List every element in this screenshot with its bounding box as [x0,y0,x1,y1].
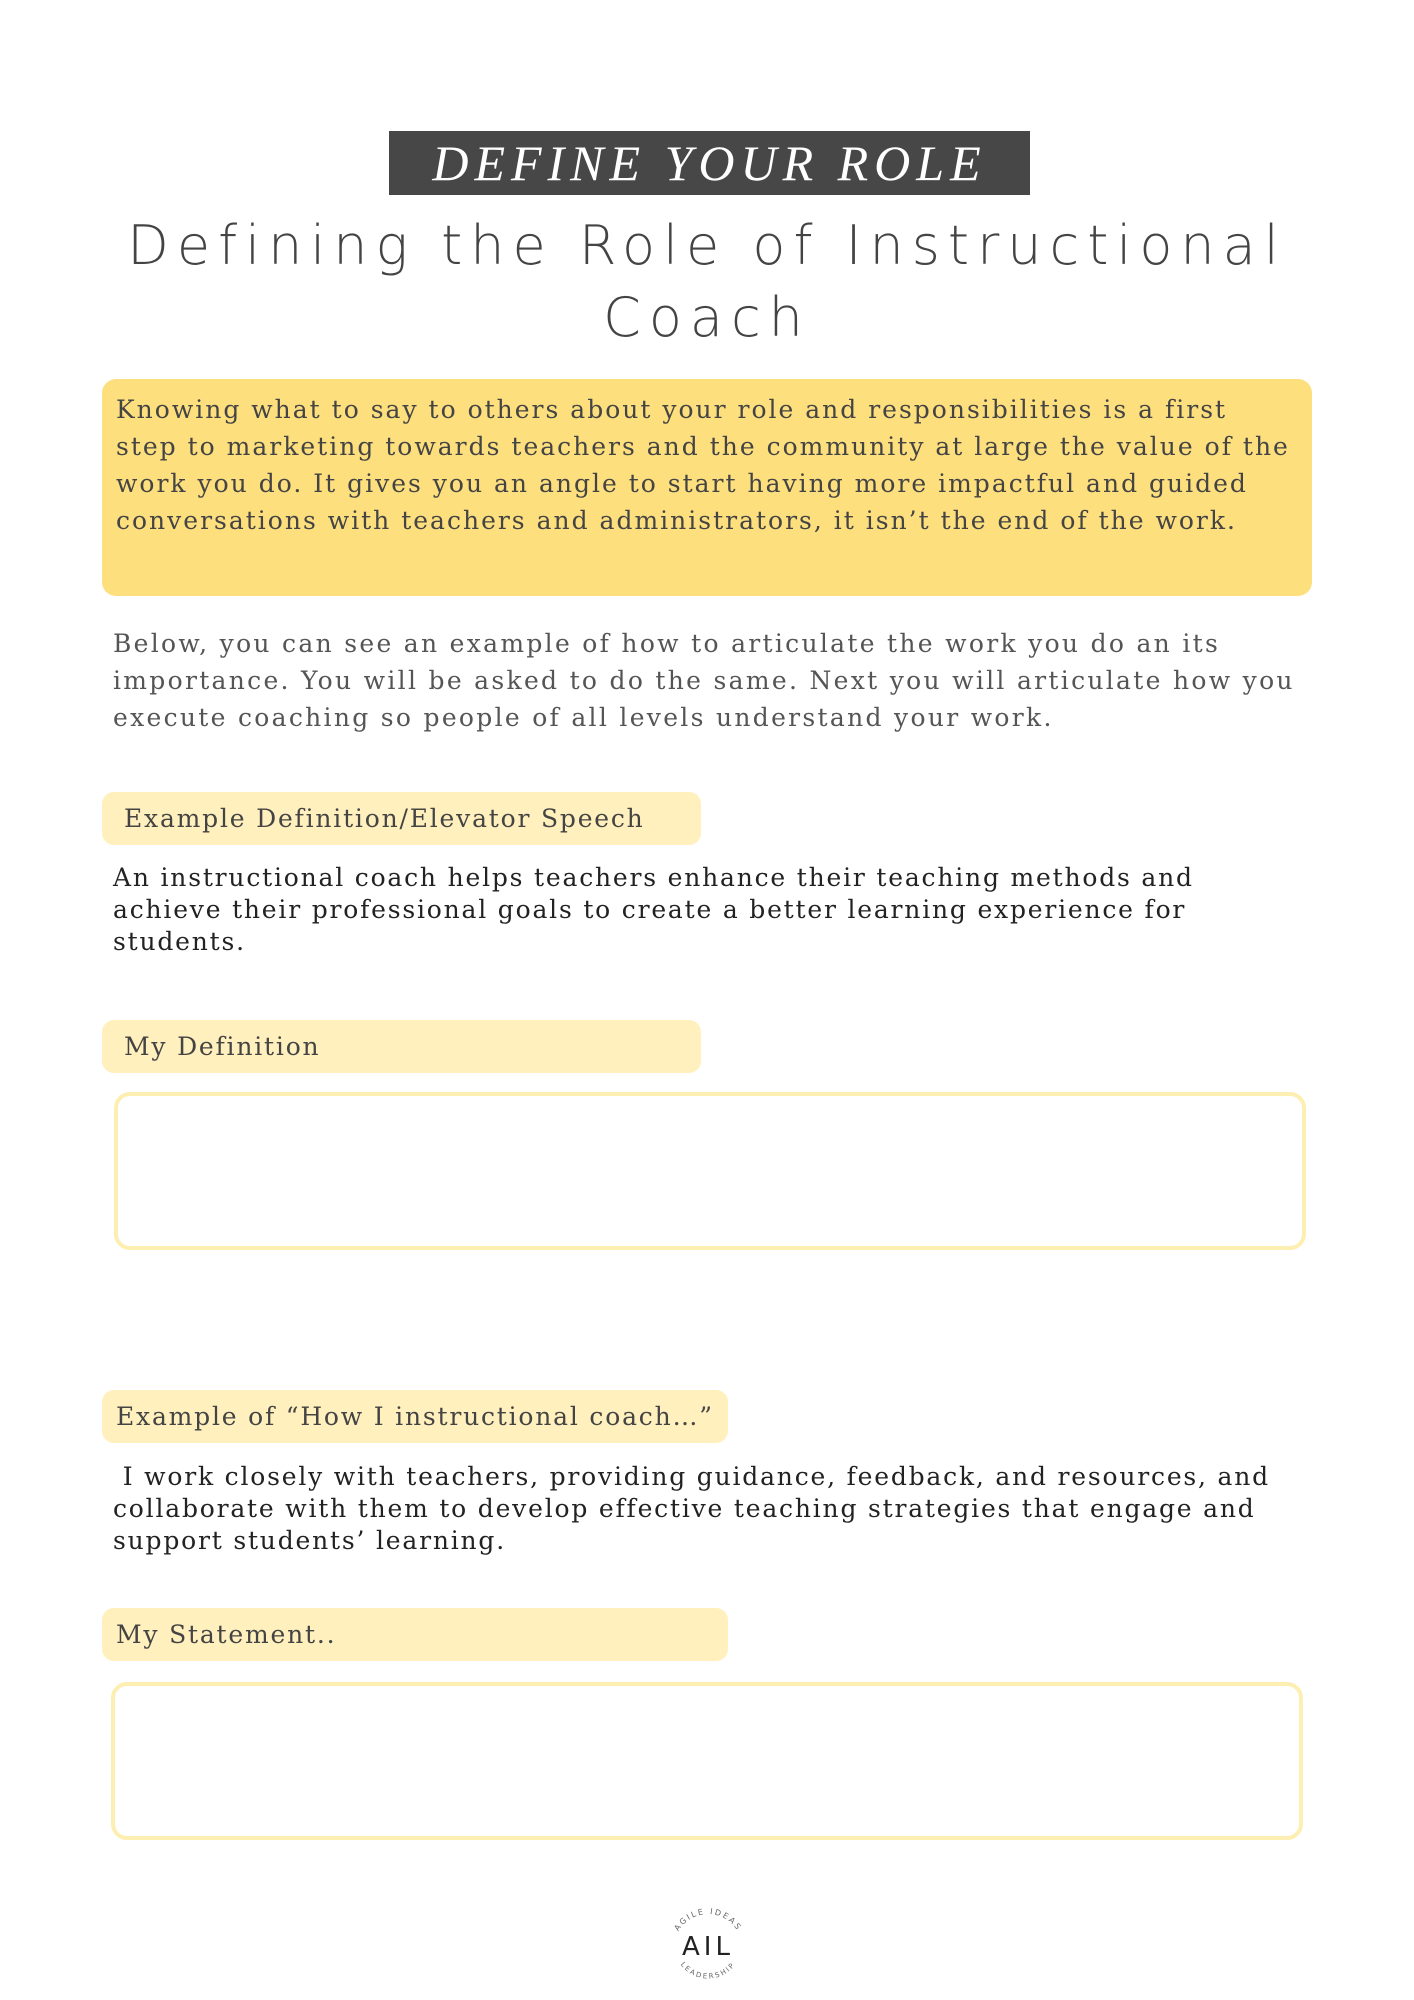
my-statement-label: My Statement.. [102,1608,728,1661]
intro-callout: Knowing what to say to others about your role and responsibilities is a first step to marketing towards teachers and the community at large the value of the work you do. It gives you an angle to start having more impactful and guided conversations with teachers and administrators, it isn’t the end of the work. [102,379,1312,596]
example-how-text: I work closely with teachers, providing guidance, feedback, and resources, and collaborate with them to develop effective teaching strategies that engage and support students’ learning. [113,1462,1280,1555]
my-definition-field[interactable] [114,1092,1306,1250]
example-definition-text: An instructional coach helps teachers enhance their teaching methods and achieve their professional goals to create a better learning experience for students. [113,863,1194,956]
section-banner: DEFINE YOUR ROLE [389,131,1030,195]
logo-mark: AIL [682,1932,734,1962]
example-definition-label: Example Definition/Elevator Speech [102,792,701,845]
page-title: Defining the Role of Instructional Coach [127,214,1287,349]
logo-ring-bottom: LEADERSHIP [678,1960,738,1981]
intro-text: Below, you can see an example of how to articulate the work you do an its importance. You will be asked to do the same. Next you will articulate how you execute coaching so people of all levels understand your work. [113,629,1295,732]
ail-logo [660,1900,756,1996]
my-definition-label: My Definition [102,1020,701,1073]
svg-text:LEADERSHIP [679,1961,737,1981]
my-statement-field[interactable] [111,1682,1303,1840]
svg-text:AGILE IDEAS [672,1907,743,1933]
example-how-label: Example of “How I instructional coach…” [102,1390,728,1443]
logo-ring-top: AGILE IDEAS [672,1906,744,1933]
